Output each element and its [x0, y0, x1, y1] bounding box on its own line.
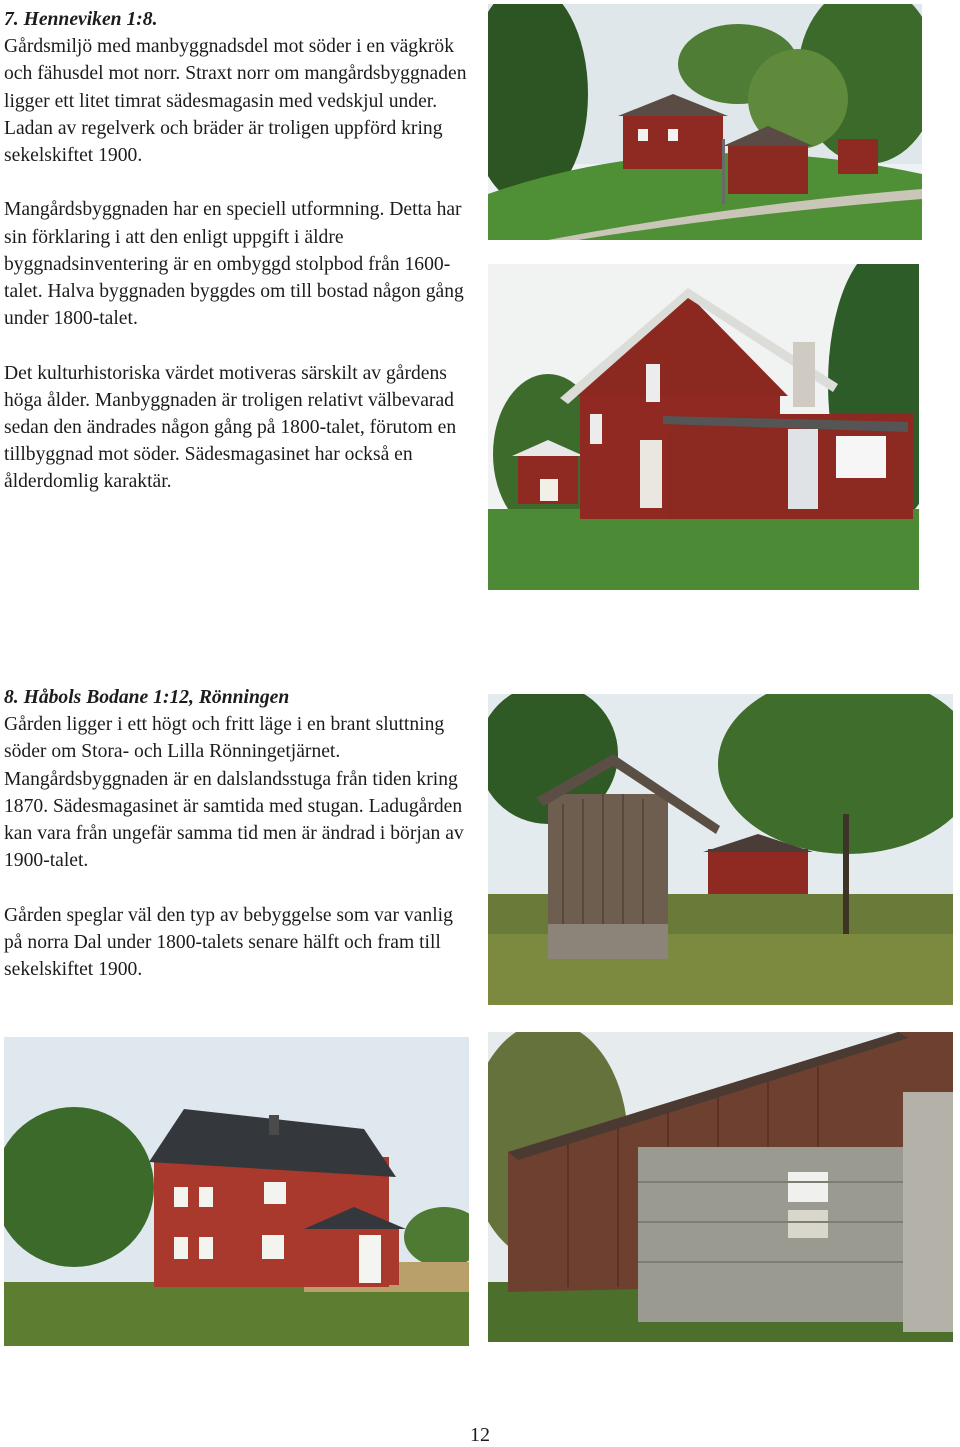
section-8-text [4, 684, 474, 983]
section-7-paragraph-3: Det kulturhistoriska värdet motiveras särskilt av gårdens höga ålder. Manbyggnaden är troligen relativt välbevarad sedan den ändrades någon gång på 1800-talet, förutom en tillbyggnad mot söder. Sädesmagasinet har också en ålderdomlig karaktär. [4, 362, 457, 493]
section-7-paragraph-1: Gårdsmiljö med manbyggnadsdel mot söder i en vägkrök och fähusdel mot norr. Straxt norr om mangårdsbyggnaden ligger ett litet timrat sädesmagasin med vedskjul under. Ladan av regelverk och bräder är troligen uppförd kring sekelskiftet 1900. [4, 36, 467, 167]
photo-farmstead-hill [488, 4, 922, 240]
section-8-heading: 8. Håbols Bodane 1:12, Rönningen [4, 687, 290, 708]
photo-barn-stone-base [488, 1032, 953, 1342]
photo-main-building [488, 264, 919, 590]
section-8-paragraph-1: Gården ligger i ett högt och fritt läge i en brant sluttning söder om Stora- och Lilla Rönningetjärnet. Mangårdsbyggnaden är en dalslandsstuga från tiden kring 1870. Sädesmagasinet är samtida med stugan. Ladugården kan vara från ungefär samma tid men är ändrad i början av 1900-talet. [4, 714, 464, 872]
section-8-paragraph-2: Gården speglar väl den typ av bebyggelse som var vanlig på norra Dal under 1800-talets senare hälft och fram till sekelskiftet 1900. [4, 904, 453, 981]
photo-red-house [4, 1037, 469, 1346]
section-7-text [4, 6, 474, 496]
section-7-paragraph-2: Mangårdsbyggnaden har en speciell utformning. Detta har sin förklaring i att den enligt uppgift i äldre byggnadsinventering är en ombyggd stolpbod från 1600-talet. Halva byggnaden byggdes om till bostad någon gång under 1800-talet. [4, 199, 464, 330]
photo-storehouse [488, 694, 953, 1005]
page-number: 12 [470, 1424, 490, 1446]
section-7-heading: 7. Henneviken 1:8. [4, 9, 158, 30]
